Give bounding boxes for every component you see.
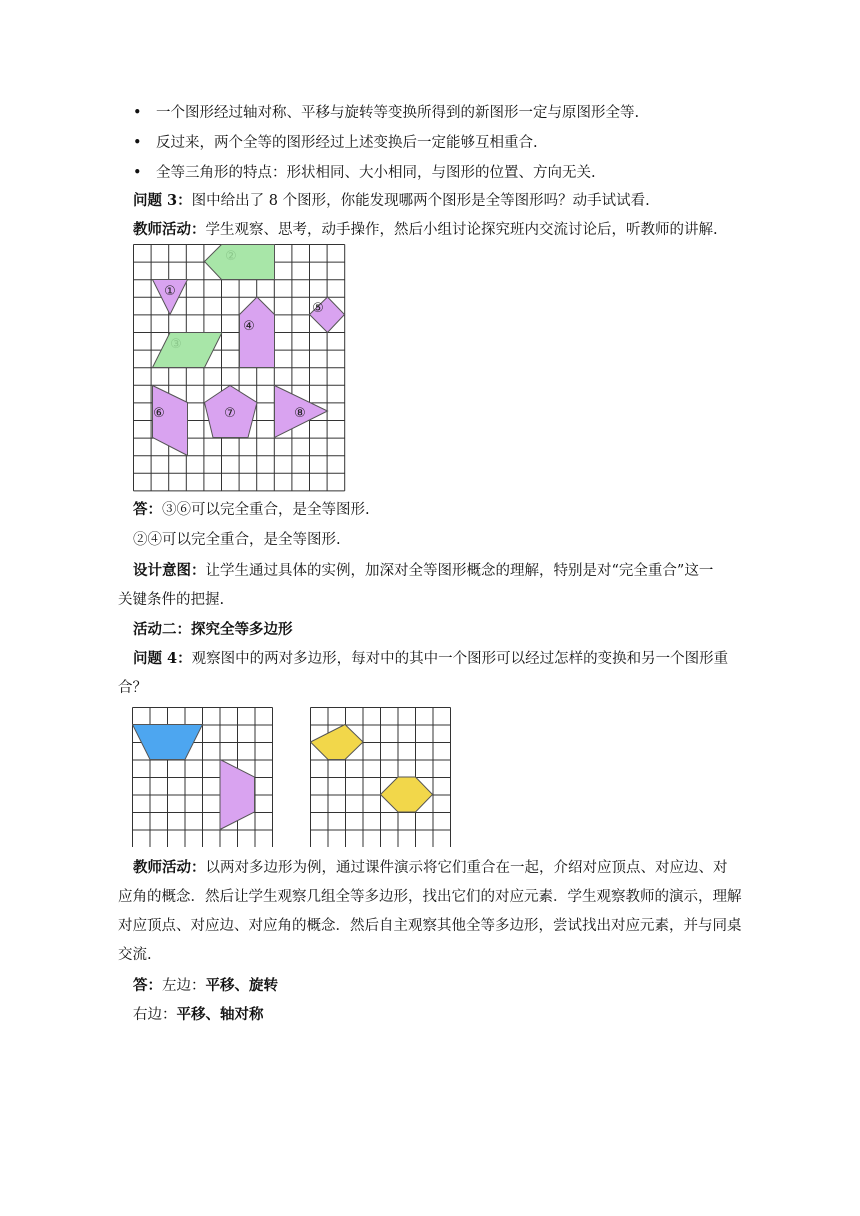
- answer-text: ③⑥可以完全重合，是全等图形.: [162, 502, 370, 518]
- teacher-activity-2-line4: 交流.: [118, 947, 152, 963]
- question-3-label: 问题 3：: [133, 192, 192, 209]
- label-8: ⑧: [294, 406, 306, 421]
- design-intent: [133, 560, 763, 582]
- yellow-pentagon-bottom: [381, 777, 433, 812]
- shape-3-parallelogram: [153, 333, 223, 368]
- teacher-activity-text: 学生观察、思考，动手操作，然后小组讨论探究班内交流讨论后，听教师的讲解.: [205, 222, 718, 238]
- teacher-activity-2-line3: 对应顶点、对应边、对应角的概念．然后自主观察其他全等多边形，尝试找出对应元素，并与同桌: [118, 918, 742, 934]
- question-4-label: 问题 4：: [133, 650, 192, 667]
- figure-eight-shapes: [133, 244, 347, 494]
- design-intent-text: 让学生通过具体的实例，加深对全等图形概念的理解，特别是对“完全重合”这一: [205, 563, 714, 579]
- answer-2-right: [133, 1004, 763, 1026]
- answer-right-label: 右边：: [133, 1007, 177, 1023]
- answer-1b: ②④可以完全重合，是全等图形.: [133, 532, 341, 548]
- label-1: ①: [164, 284, 176, 299]
- shape-2-pentagon: [205, 245, 275, 280]
- blue-trapezoid: [133, 725, 203, 760]
- label-7: ⑦: [224, 406, 236, 421]
- bullet-text: 一个图形经过轴对称、平移与旋转等变换所得到的新图形一定与原图形全等.: [156, 105, 640, 121]
- label-2: ②: [225, 249, 237, 264]
- bullet-symbol: •: [133, 165, 142, 181]
- question-4-cont: 合？: [118, 680, 147, 696]
- answer-1: [133, 499, 763, 521]
- label-4: ④: [243, 319, 255, 334]
- teacher-activity-2: [133, 857, 763, 879]
- label-5: ⑤: [312, 301, 324, 316]
- answer-label: 答：: [133, 977, 162, 994]
- yellow-pentagon-top: [311, 725, 364, 760]
- teacher-activity-label: 教师活动：: [133, 859, 206, 876]
- question-4-text: 观察图中的两对多边形，每对中的其中一个图形可以经过怎样的变换和另一个图形重: [191, 651, 729, 667]
- design-intent-label: 设计意图：: [133, 562, 206, 579]
- figure-right-grid: [310, 707, 451, 847]
- bullet-symbol: •: [133, 135, 142, 151]
- activity-2-heading: 活动二：探究全等多边形: [133, 621, 293, 638]
- design-intent-cont: 关键条件的把握.: [118, 592, 225, 608]
- purple-quadrilateral: [220, 760, 255, 830]
- teacher-activity-label: 教师活动：: [133, 221, 206, 238]
- answer-label: 答：: [133, 501, 162, 518]
- bullet-text: 反过来，两个全等的图形经过上述变换后一定能够互相重合.: [156, 135, 538, 151]
- teacher-activity-2-line2: 应角的概念．然后让学生观察几组全等多边形，找出它们的对应元素．学生观察教师的演示，理解: [118, 889, 742, 905]
- bullet-text: 全等三角形的特点：形状相同、大小相同，与图形的位置、方向无关.: [156, 165, 596, 181]
- bullet-symbol: •: [133, 105, 142, 121]
- teacher-activity-text: 以两对多边形为例，通过课件演示将它们重合在一起，介绍对应顶点、对应边、对: [205, 860, 728, 876]
- grid: [311, 708, 451, 848]
- label-3: ③: [170, 337, 182, 352]
- answer-left-value: 平移、旋转: [205, 977, 278, 994]
- question-3: [133, 190, 763, 212]
- answer-2-left: [133, 975, 763, 997]
- question-3-text: 图中给出了 8 个图形，你能发现哪两个图形是全等图形吗？动手试试看.: [191, 193, 650, 209]
- label-6: ⑥: [153, 406, 165, 421]
- answer-right-value: 平移、轴对称: [176, 1006, 264, 1023]
- question-4: [133, 648, 763, 670]
- answer-left-label: 左边：: [162, 978, 206, 994]
- teacher-activity-1: [133, 219, 763, 241]
- figure-left-grid: [132, 707, 273, 847]
